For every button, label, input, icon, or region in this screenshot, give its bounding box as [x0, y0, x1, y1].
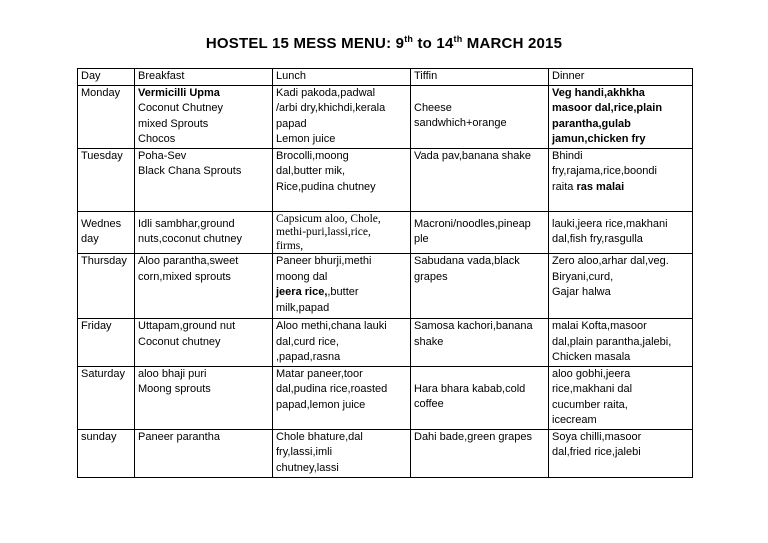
breakfast-cell: Idli sambhar,ground nuts,coconut chutney: [135, 211, 273, 254]
lunch-cell: Brocolli,moong dal,butter mik, Rice,pudina chutney: [273, 148, 411, 211]
tiffin-cell: Vada pav,banana shake: [411, 148, 549, 211]
dinner-cell: Veg handi,akhkha masoor dal,rice,plain parantha,gulab jamun,chicken fry: [549, 85, 693, 148]
header-tiffin: Tiffin: [411, 69, 549, 86]
breakfast-cell: aloo bhaji puri Moong sprouts: [135, 366, 273, 429]
table-row-thursday: [78, 254, 693, 319]
dinner-cell: malai Kofta,masoor dal,plain parantha,jalebi, Chicken masala: [549, 319, 693, 367]
tiffin-cell: Dahi bade,green grapes: [411, 429, 549, 477]
table-row-saturday: [78, 366, 693, 429]
lunch-cell: Capsicum aloo, Chole, methi-puri,lassi,rice, firms,: [273, 211, 411, 254]
lunch-cell: Matar paneer,toor dal,pudina rice,roasted papad,lemon juice: [273, 366, 411, 429]
header-breakfast: Breakfast: [135, 69, 273, 86]
dinner-cell: Zero aloo,arhar dal,veg. Biryani,curd, Gajar halwa: [549, 254, 693, 319]
breakfast-cell: Uttapam,ground nut Coconut chutney: [135, 319, 273, 367]
breakfast-cell: Poha-Sev Black Chana Sprouts: [135, 148, 273, 211]
tiffin-cell: Cheese sandwhich+orange: [411, 85, 549, 148]
dinner-cell: lauki,jeera rice,makhani dal,fish fry,rasgulla: [549, 211, 693, 254]
dinner-cell: Soya chilli,masoor dal,fried rice,jalebi: [549, 429, 693, 477]
header-day: Day: [78, 69, 135, 86]
table-row-monday: [78, 85, 693, 148]
table-row-friday: [78, 319, 693, 367]
lunch-cell: Aloo methi,chana lauki dal,curd rice, ,papad,rasna: [273, 319, 411, 367]
table-row-wednesday: [78, 211, 693, 254]
day-cell: sunday: [78, 429, 135, 477]
table-row-sunday: [78, 429, 693, 477]
table-row-tuesday: [78, 148, 693, 211]
breakfast-cell: Paneer parantha: [135, 429, 273, 477]
day-cell: Wednes day: [78, 211, 135, 254]
day-cell: Thursday: [78, 254, 135, 319]
day-cell: Saturday: [78, 366, 135, 429]
lunch-cell: Kadi pakoda,padwal /arbi dry,khichdi,kerala papad Lemon juice: [273, 85, 411, 148]
tiffin-cell: Hara bhara kabab,cold coffee: [411, 366, 549, 429]
day-cell: Monday: [78, 85, 135, 148]
tiffin-cell: Samosa kachori,banana shake: [411, 319, 549, 367]
tiffin-cell: Sabudana vada,black grapes: [411, 254, 549, 319]
header-lunch: Lunch: [273, 69, 411, 86]
day-cell: Tuesday: [78, 148, 135, 211]
day-cell: Friday: [78, 319, 135, 367]
dinner-cell: aloo gobhi,jeera rice,makhani dal cucumber raita, icecream: [549, 366, 693, 429]
page-title: HOSTEL 15 MESS MENU: 9th to 14th MARCH 2015: [205, 34, 563, 52]
breakfast-cell: Vermicilli Upma Coconut Chutney mixed Sprouts Chocos: [135, 85, 273, 148]
dinner-cell: Bhindi fry,rajama,rice,boondi raita ras malai: [549, 148, 693, 211]
header-dinner: Dinner: [549, 69, 693, 86]
lunch-cell: Chole bhature,dal fry,lassi,imli chutney,lassi: [273, 429, 411, 477]
tiffin-cell: Macroni/noodles,pineap ple: [411, 211, 549, 254]
breakfast-cell: Aloo parantha,sweet corn,mixed sprouts: [135, 254, 273, 319]
lunch-cell: Paneer bhurji,methi moong dal jeera rice,,butter milk,papad: [273, 254, 411, 319]
table-header-row: [78, 69, 693, 86]
mess-menu-table: [77, 68, 693, 478]
